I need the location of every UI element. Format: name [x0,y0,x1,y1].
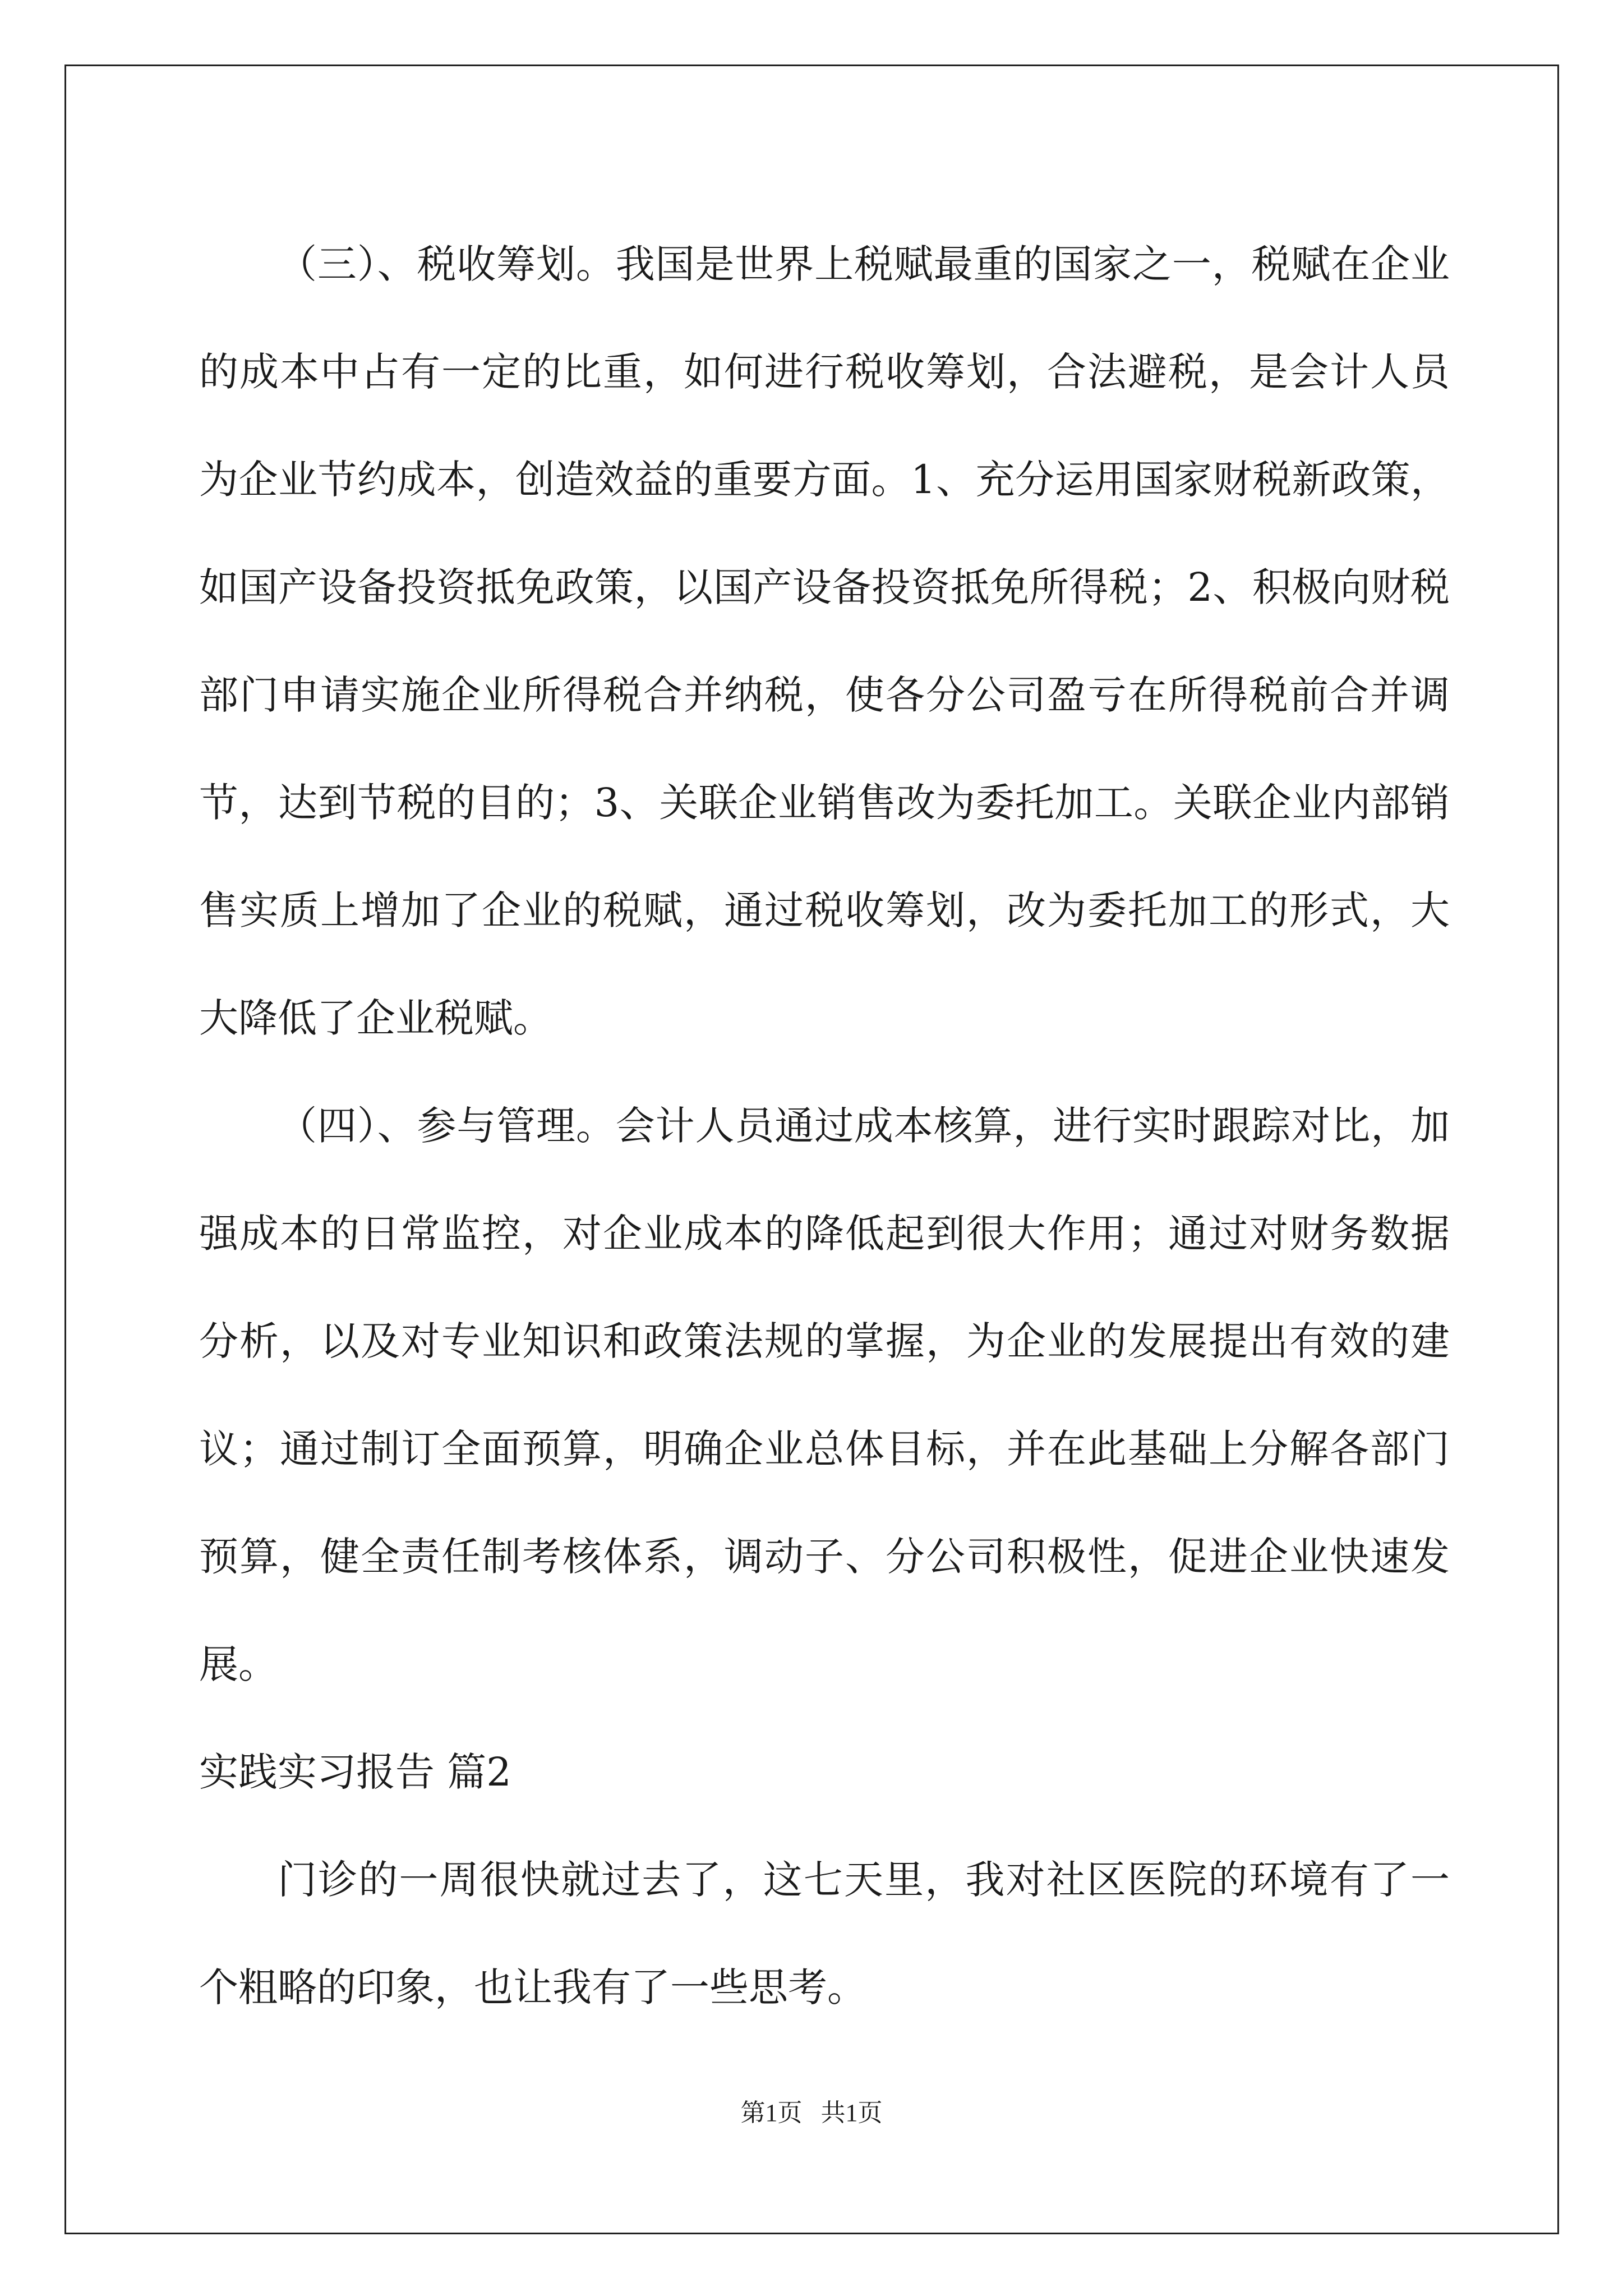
section-heading: 实践实习报告 篇2 [199,1749,511,1795]
page-number-footer: 第1页 共1页 [740,2099,883,2127]
paragraph-tax-planning: （三）、税收筹划。我国是世界上税赋最重的国家之一，税赋在企业的成本中占有一定的比重，如何进行税收筹划，合法避税，是会计人员为企业节约成本，创造效益的重要方面。1、充分运用国家财税新政策，如国产设备投资抵免政策，以国产设备投资抵免所得税；2、积极向财税部门申请实施企业所得税合并纳税，使各分公司盈亏在所得税前合并调节，达到节税的目的；3、关联企业销售改为委托加工。关联企业内部销售实质上增加了企业的税赋，通过税收筹划，改为委托加工的形式，大大降低了企业税赋。 [199,241,1450,1041]
document-body [199,210,1450,2041]
paragraph-management: （四）、参与管理。会计人员通过成本核算，进行实时跟踪对比，加强成本的日常监控，对企业成本的降低起到很大作用；通过对财务数据分析，以及对专业知识和政策法规的掌握，为企业的发展提出有效的建议；通过制订全面预算，明确企业总体目标，并在此基础上分解各部门预算，健全责任制考核体系，调动子、分公司积极性，促进企业快速发展。 [199,1103,1450,1687]
paragraph-clinic-week: 门诊的一周很快就过去了，这七天里，我对社区医院的环境有了一个粗略的印象，也让我有了一些思考。 [199,1857,1450,2010]
